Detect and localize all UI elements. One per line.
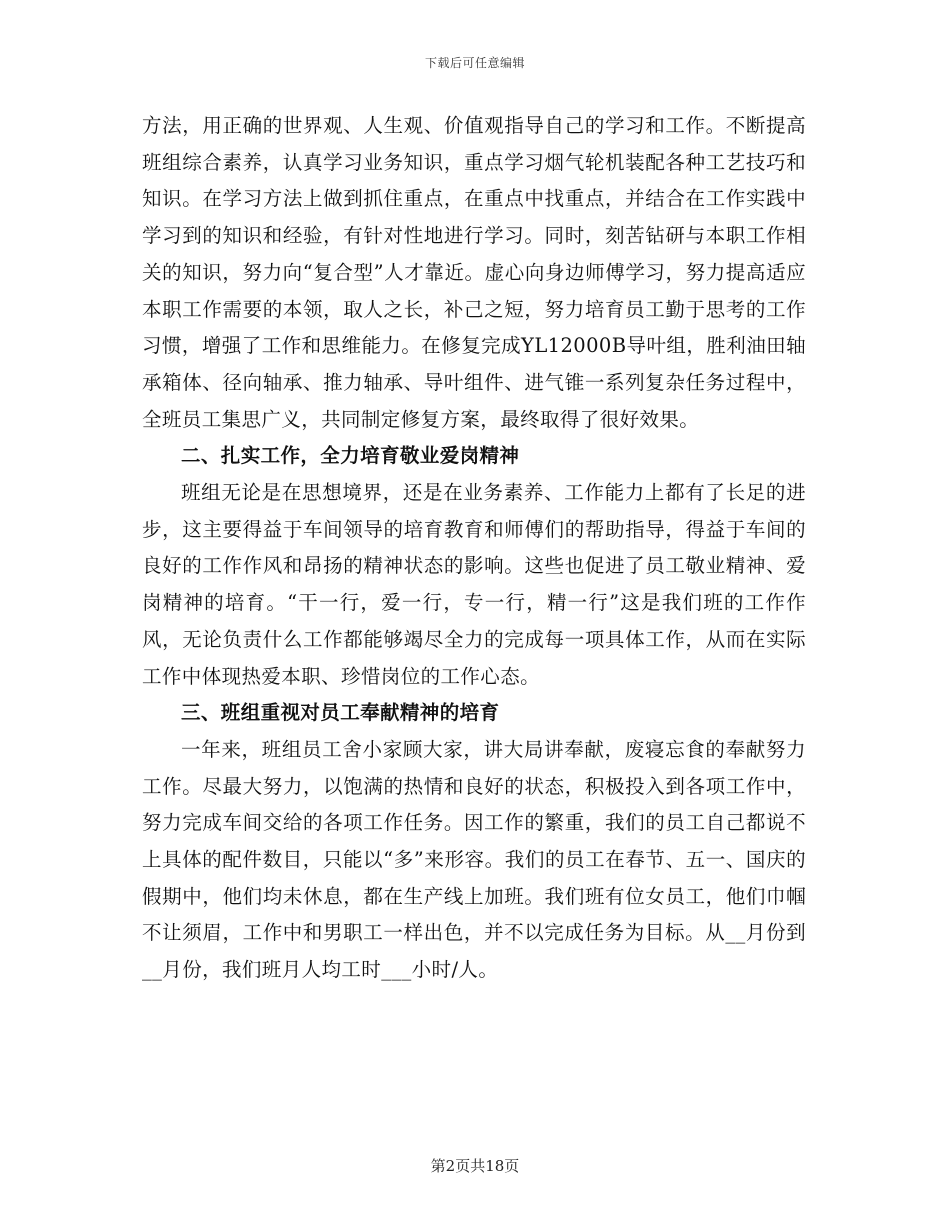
section-heading-2: 二、扎实工作，全力培育敬业爱岗精神 xyxy=(181,444,520,468)
paragraph-continuation: 方法，用正确的世界观、人生观、价值观指导自己的学习和工作。不断提高班组综合素养，认真学习业务知识，重点学习烟气轮机装配各种工艺技巧和知识。在学习方法上做到抓住重点，在重点中找重点，并结合在工作实践中学习到的知识和经验，有针对性地进行学习。同时，刻苦钻研与本职工作相关的知识，努力向“复合型”人才靠近。虚心向身边师傅学习，努力提高适应本职工作需要的本领，取人之长，补己之短，努力培育员工勤于思考的工作习惯，增强了工作和思维能力。在修复完成YL12000B导叶组，胜利油田轴承箱体、径向轴承、推力轴承、导叶组件、进气锥一系列复杂任务过程中，全班员工集思广义，共同制定修复方案，最终取得了很好效果。 xyxy=(142,114,806,431)
paragraph-section-3: 一年来，班组员工舍小家顾大家，讲大局讲奉献，废寝忘食的奉献努力工作。尽最大努力，以饱满的热情和良好的状态，积极投入到各项工作中，努力完成车间交给的各项工作任务。因工作的繁重，我们的员工自己都说不上具体的配件数目，只能以“多”来形容。我们的员工在春节、五一、国庆的假期中，他们均未休息，都在生产线上加班。我们班有位女员工，他们巾帼不让须眉，工作中和男职工一样出色，并不以完成任务为目标。从__月份到__月份，我们班月人均工时___小时/人。 xyxy=(142,737,806,982)
page-header: 下载后可任意编辑 xyxy=(424,56,525,70)
paragraph-section-2: 班组无论是在思想境界，还是在业务素养、工作能力上都有了长足的进步，这主要得益于车间领导的培育教育和师傅们的帮助指导，得益于车间的良好的工作作风和昂扬的精神状态的影响。这些也促进了员工敬业精神、爱岗精神的培育。“干一行，爱一行，专一行，精一行”这是我们班的工作作风，无论负责什么工作都能够竭尽全力的完成每一项具体工作，从而在实际工作中体现热爱本职、珍惜岗位的工作心态。 xyxy=(142,481,806,688)
document-body xyxy=(142,108,806,989)
section-heading-3: 三、班组重视对员工奉献精神的培育 xyxy=(181,701,500,725)
page-footer: 第2页共18页 xyxy=(430,1157,520,1175)
